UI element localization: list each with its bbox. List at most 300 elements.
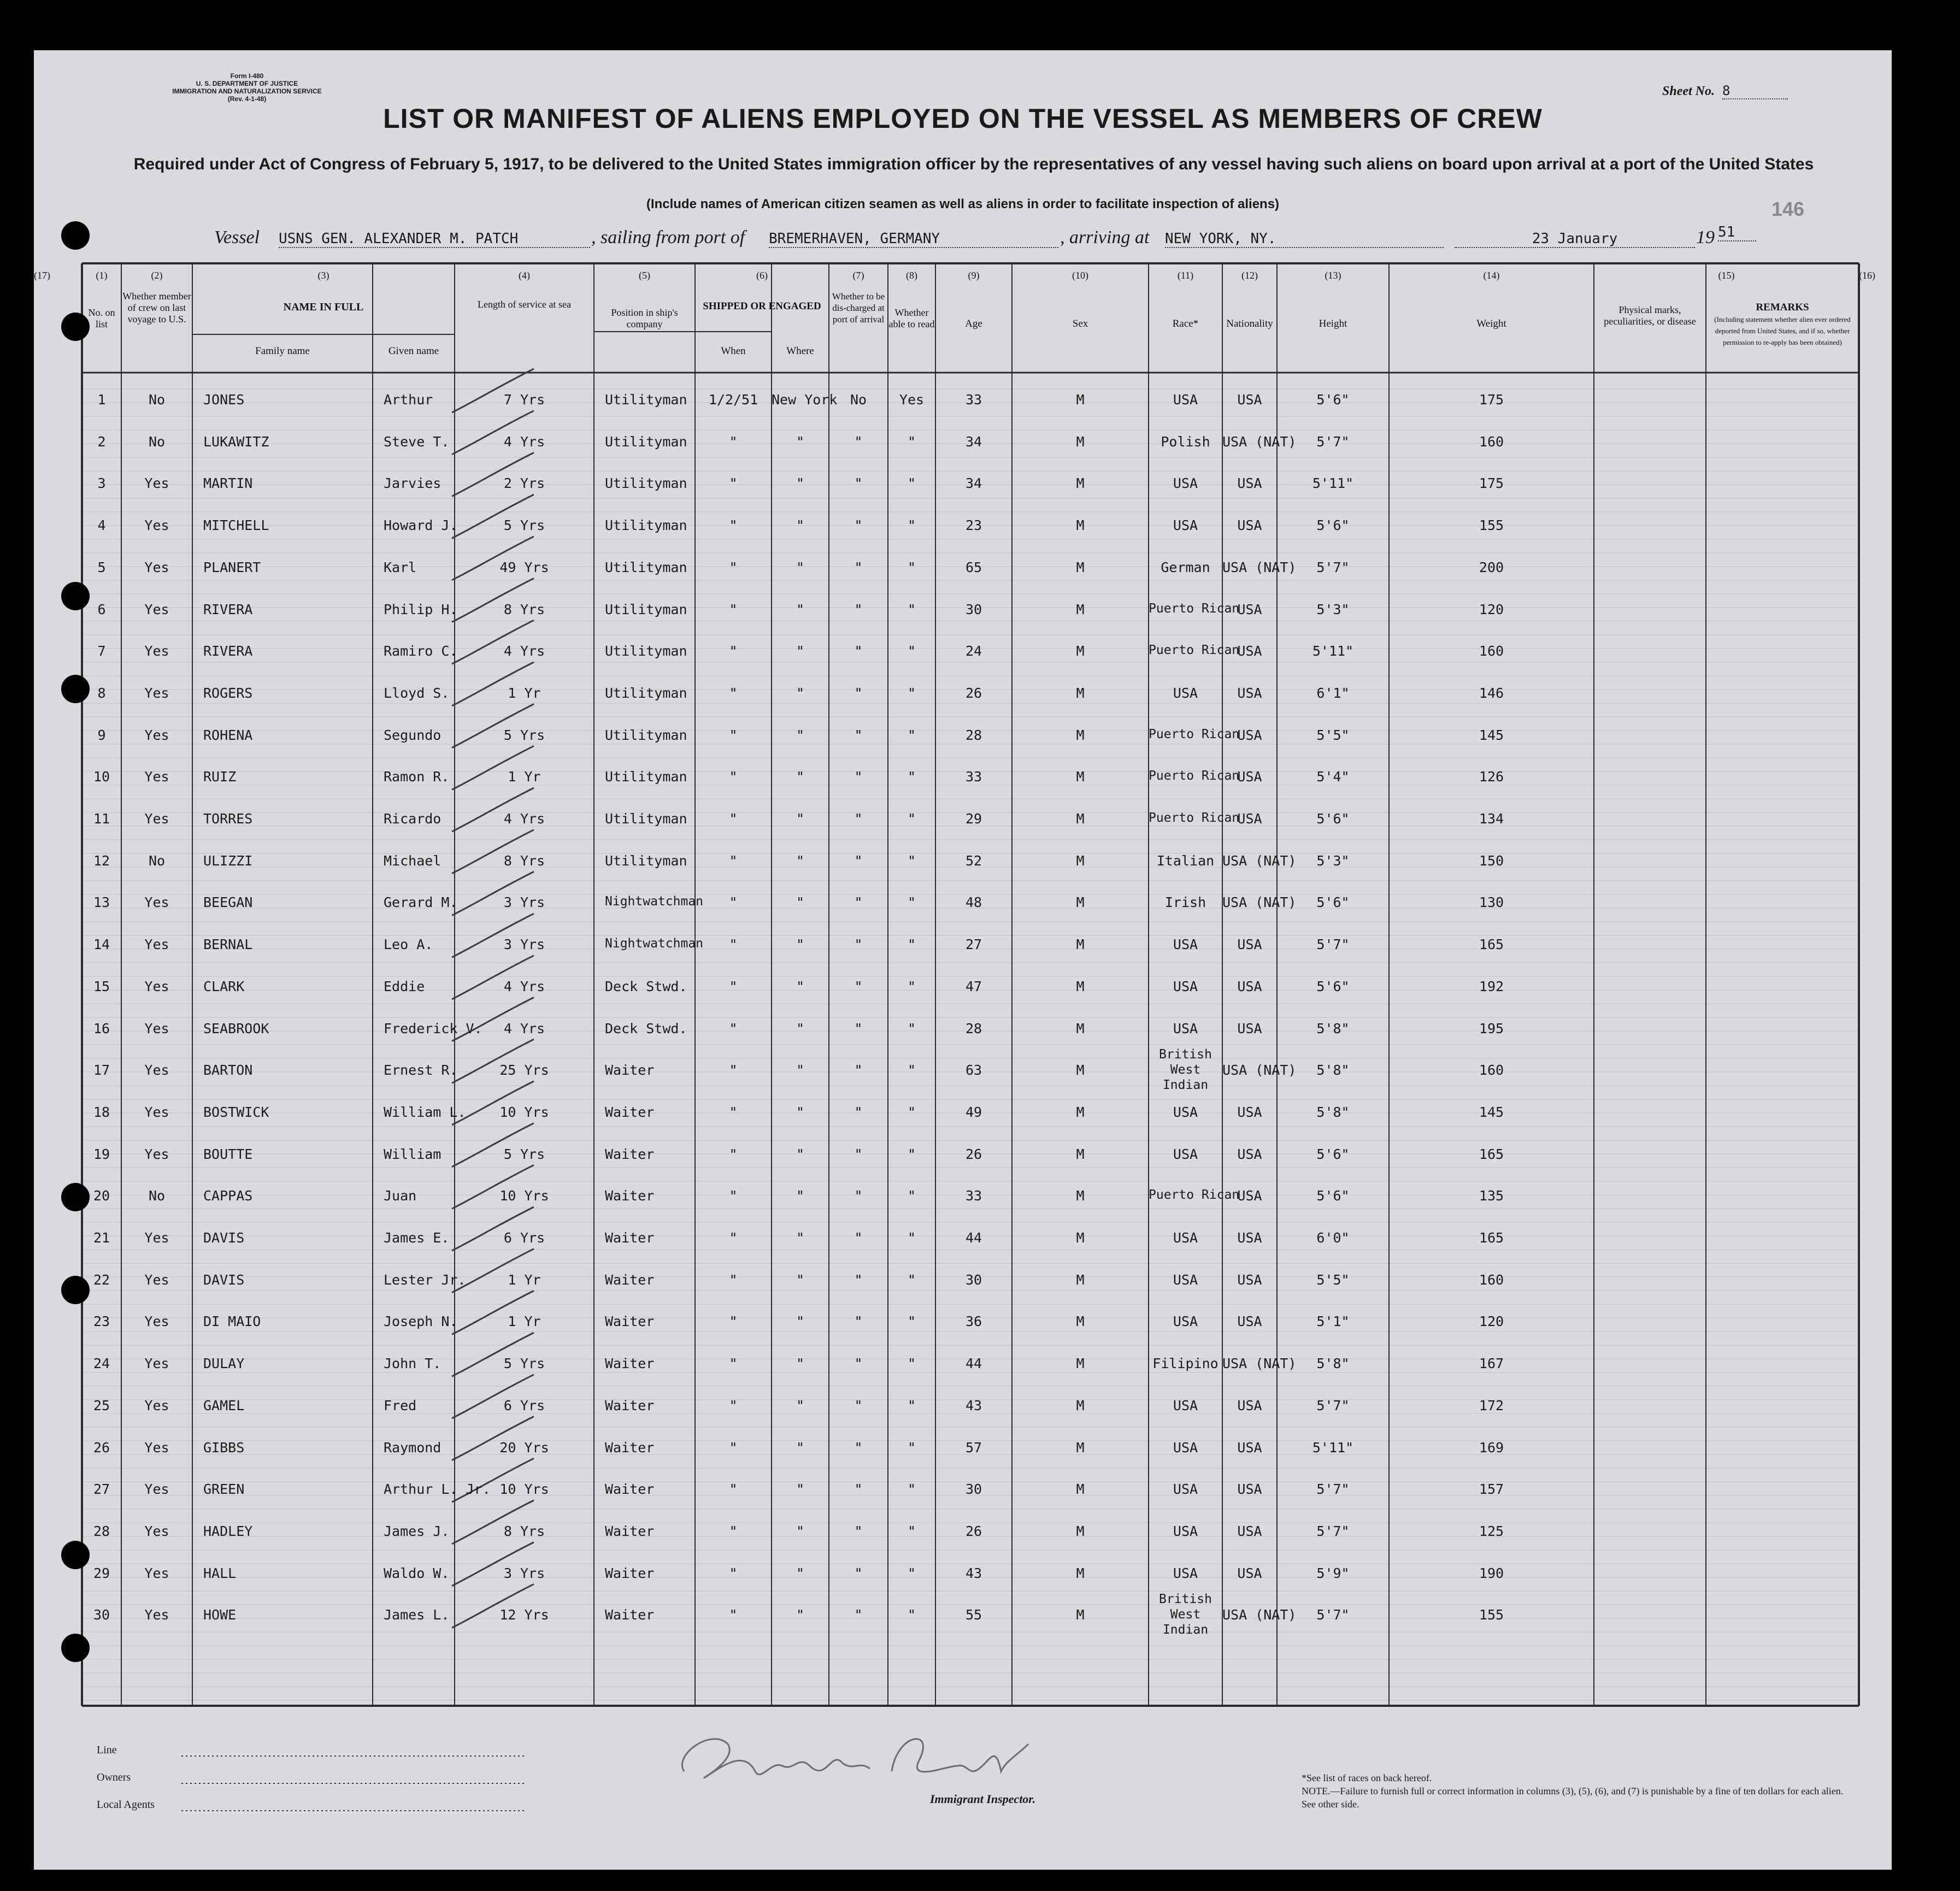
cell-member: Yes — [144, 727, 169, 743]
cell-where: " — [796, 601, 805, 617]
cell-sex: M — [1076, 1146, 1085, 1162]
cell-family: ULIZZI — [203, 852, 253, 869]
cell-age: 43 — [965, 1397, 982, 1413]
cell-age: 30 — [965, 601, 982, 617]
cell-age: 30 — [965, 1481, 982, 1498]
cell-member: No — [148, 1188, 166, 1204]
cell-member: Yes — [144, 1397, 169, 1413]
cell-given: Howard J. — [384, 517, 458, 534]
cell-sex: M — [1076, 936, 1085, 953]
cell-nat: USA — [1237, 1523, 1262, 1539]
cell-race: Puerto Rican — [1149, 727, 1240, 741]
cell-read: " — [907, 1439, 916, 1456]
cell-when: " — [729, 433, 738, 450]
cell-read: " — [907, 1062, 916, 1079]
cell-where: " — [796, 559, 805, 575]
cell-disch: " — [854, 1481, 863, 1498]
cell-no: 18 — [93, 1104, 110, 1120]
cell-nat: USA (NAT) — [1222, 1607, 1297, 1623]
cell-weight: 135 — [1479, 1188, 1504, 1204]
cell-sex: M — [1076, 685, 1085, 701]
cell-when: " — [729, 936, 738, 953]
cell-read: " — [907, 936, 916, 953]
cell-service: 1 Yr — [508, 1271, 541, 1288]
cell-when: " — [729, 852, 738, 869]
cell-position: Nightwatchman — [605, 936, 704, 951]
cell-height: 5'6" — [1316, 1146, 1350, 1162]
cell-service: 10 Yrs — [499, 1104, 549, 1120]
cell-nat: USA — [1237, 517, 1262, 534]
cell-member: Yes — [144, 1481, 169, 1498]
punch-hole — [61, 1276, 90, 1304]
race-footnote: *See list of races on back hereof. — [1302, 1772, 1432, 1783]
column-number: (9) — [968, 270, 980, 281]
cell-disch: " — [854, 1020, 863, 1036]
punch-hole — [61, 582, 90, 610]
cell-age: 29 — [965, 811, 982, 827]
cell-no: 3 — [97, 475, 106, 492]
cell-nat: USA — [1237, 1397, 1262, 1413]
cell-disch: " — [854, 727, 863, 743]
cell-family: RIVERA — [203, 601, 253, 617]
cell-age: 44 — [965, 1356, 982, 1372]
cell-race: USA — [1173, 1020, 1198, 1036]
cell-nat: USA (NAT) — [1222, 559, 1297, 575]
cell-race: Puerto Rican — [1149, 811, 1240, 825]
cell-nat: USA (NAT) — [1222, 894, 1297, 911]
cell-service: 5 Yrs — [503, 1356, 545, 1372]
cell-no: 11 — [93, 811, 110, 827]
cell-where: " — [796, 1062, 805, 1079]
cell-member: Yes — [144, 517, 169, 534]
cell-family: RUIZ — [203, 769, 237, 785]
cell-height: 6'1" — [1316, 685, 1350, 701]
cell-no: 21 — [93, 1230, 110, 1246]
cell-service: 10 Yrs — [499, 1481, 549, 1498]
punch-hole — [61, 1541, 90, 1569]
cell-weight: 169 — [1479, 1439, 1504, 1456]
cell-no: 8 — [97, 685, 106, 701]
cell-family: BOUTTE — [203, 1146, 253, 1162]
cell-no: 5 — [97, 559, 106, 575]
cell-disch: " — [854, 1313, 863, 1330]
column-number: (15) — [1718, 270, 1735, 281]
cell-height: 5'11" — [1312, 643, 1354, 659]
cell-position: Utilityman — [605, 769, 687, 785]
header-sex: Sex — [1072, 318, 1088, 329]
header-position: Position in ship's company — [611, 307, 678, 329]
cell-service: 5 Yrs — [503, 727, 545, 743]
cell-weight: 165 — [1479, 1230, 1504, 1246]
cell-race: USA — [1173, 1439, 1198, 1456]
cell-nat: USA — [1237, 727, 1262, 743]
cell-given: Juan — [384, 1188, 417, 1204]
cell-no: 10 — [93, 769, 110, 785]
cell-nat: USA — [1237, 1104, 1262, 1120]
cell-age: 36 — [965, 1313, 982, 1330]
cell-height: 5'7" — [1316, 559, 1350, 575]
punch-hole — [61, 1634, 90, 1662]
cell-read: " — [907, 1481, 916, 1498]
cell-no: 14 — [93, 936, 110, 953]
cell-service: 1 Yr — [508, 685, 541, 701]
line-label: Line — [97, 1744, 117, 1756]
cell-no: 28 — [93, 1523, 110, 1539]
cell-where: " — [796, 1313, 805, 1330]
cell-height: 5'11" — [1312, 1439, 1354, 1456]
cell-age: 65 — [965, 559, 982, 575]
cell-read: " — [907, 1271, 916, 1288]
cell-nat: USA (NAT) — [1222, 433, 1297, 450]
cell-given: William — [384, 1146, 442, 1162]
column-number: (3) — [317, 270, 329, 281]
cell-member: Yes — [144, 1104, 169, 1120]
header-shipped-engaged: SHIPPED OR ENGAGED — [703, 301, 821, 312]
cell-age: 48 — [965, 894, 982, 911]
cell-family: JONES — [203, 392, 245, 408]
cell-when: " — [729, 1439, 738, 1456]
local-agents-label: Local Agents — [97, 1799, 155, 1811]
cell-position: Deck Stwd. — [605, 1020, 687, 1036]
cell-height: 5'1" — [1316, 1313, 1350, 1330]
cell-age: 55 — [965, 1607, 982, 1623]
department-name: U. S. DEPARTMENT OF JUSTICE — [196, 80, 298, 87]
column-number: (13) — [1325, 270, 1341, 281]
cell-position: Utilityman — [605, 392, 687, 408]
cell-service: 12 Yrs — [499, 1607, 549, 1623]
cell-position: Waiter — [605, 1271, 655, 1288]
cell-member: Yes — [144, 1146, 169, 1162]
cell-age: 26 — [965, 1146, 982, 1162]
cell-height: 5'6" — [1316, 894, 1350, 911]
cell-age: 44 — [965, 1230, 982, 1246]
cell-position: Waiter — [605, 1397, 655, 1413]
cell-when: " — [729, 1230, 738, 1246]
cell-member: Yes — [144, 811, 169, 827]
cell-disch: " — [854, 1230, 863, 1246]
cell-height: 5'11" — [1312, 475, 1354, 492]
cell-nat: USA — [1237, 1188, 1262, 1204]
departure-port: BREMERHAVEN, GERMANY — [769, 231, 1058, 248]
cell-where: " — [796, 517, 805, 534]
cell-weight: 192 — [1479, 978, 1504, 994]
cell-given: Eddie — [384, 978, 425, 994]
cell-weight: 160 — [1479, 433, 1504, 450]
cell-nat: USA — [1237, 1020, 1262, 1036]
cell-age: 33 — [965, 769, 982, 785]
cell-age: 26 — [965, 685, 982, 701]
document-subtitle: Required under Act of Congress of February 5, 1917, to be delivered to the United States immigration officer by the representatives of any vessel having such aliens on board upon arrival at a port of the United States — [133, 155, 1814, 173]
cell-no: 16 — [93, 1020, 110, 1036]
cell-member: Yes — [144, 978, 169, 994]
cell-sex: M — [1076, 727, 1085, 743]
stamp-number: 146 — [1771, 198, 1805, 220]
cell-family: MARTIN — [203, 475, 253, 492]
cell-race: USA — [1173, 1313, 1198, 1330]
cell-given: Philip H. — [384, 601, 458, 617]
cell-when: " — [729, 1188, 738, 1204]
cell-member: No — [148, 852, 166, 869]
arrival-port: NEW YORK, NY. — [1165, 231, 1444, 248]
cell-family: RIVERA — [203, 643, 253, 659]
cell-service: 5 Yrs — [503, 517, 545, 534]
cell-sex: M — [1076, 1481, 1085, 1498]
cell-nat: USA — [1237, 1439, 1262, 1456]
cell-family: DAVIS — [203, 1271, 245, 1288]
cell-service: 8 Yrs — [503, 601, 545, 617]
cell-family: SEABROOK — [203, 1020, 269, 1036]
cell-height: 5'6" — [1316, 517, 1350, 534]
cell-where: " — [796, 1397, 805, 1413]
header-age: Age — [965, 318, 982, 329]
cell-nat: USA — [1237, 1146, 1262, 1162]
cell-read: " — [907, 978, 916, 994]
cell-sex: M — [1076, 1271, 1085, 1288]
cell-nat: USA — [1237, 936, 1262, 953]
cell-position: Waiter — [605, 1104, 655, 1120]
cell-family: HOWE — [203, 1607, 237, 1623]
cell-read: " — [907, 559, 916, 575]
document-title: LIST OR MANIFEST OF ALIENS EMPLOYED ON THE VESSEL AS MEMBERS OF CREW — [383, 103, 1543, 134]
cell-no: 4 — [97, 517, 106, 534]
cell-family: BARTON — [203, 1062, 253, 1079]
cell-member: Yes — [144, 1230, 169, 1246]
year-prefix: 19 — [1696, 227, 1715, 248]
year-suffix: 51 — [1718, 224, 1756, 241]
cell-height: 5'7" — [1316, 1481, 1350, 1498]
cell-where: " — [796, 894, 805, 911]
cell-read: " — [907, 1397, 916, 1413]
cell-when: " — [729, 1146, 738, 1162]
cell-family: CLARK — [203, 978, 245, 994]
cell-service: 3 Yrs — [503, 894, 545, 911]
cell-weight: 157 — [1479, 1481, 1504, 1498]
cell-height: 5'6" — [1316, 392, 1350, 408]
cell-given: Ramiro C. — [384, 643, 458, 659]
cell-race: Puerto Rican — [1149, 769, 1240, 784]
cell-weight: 134 — [1479, 811, 1504, 827]
cell-given: Lester Jr. — [384, 1271, 466, 1288]
cell-read: " — [907, 643, 916, 659]
cell-where: " — [796, 685, 805, 701]
cell-where: " — [796, 1104, 805, 1120]
cell-given: Frederick V. — [384, 1020, 482, 1036]
cell-nat: USA — [1237, 685, 1262, 701]
cell-member: Yes — [144, 1020, 169, 1036]
cell-disch: " — [854, 1565, 863, 1581]
cell-no: 24 — [93, 1356, 110, 1372]
cell-read: " — [907, 1523, 916, 1539]
cell-age: 33 — [965, 392, 982, 408]
cell-weight: 155 — [1479, 517, 1504, 534]
cell-race: Filipino — [1152, 1356, 1219, 1372]
punch-hole — [61, 1183, 90, 1211]
cell-weight: 120 — [1479, 1313, 1504, 1330]
cell-where: " — [796, 1188, 805, 1204]
cell-height: 5'9" — [1316, 1565, 1350, 1581]
cell-service: 4 Yrs — [503, 433, 545, 450]
cell-where: " — [796, 936, 805, 953]
column-number: (11) — [1177, 270, 1194, 281]
header-no-on-list: No. on list — [88, 307, 115, 329]
cell-age: 49 — [965, 1104, 982, 1120]
cell-family: PLANERT — [203, 559, 261, 575]
cell-height: 5'7" — [1316, 1607, 1350, 1623]
cell-disch: " — [854, 811, 863, 827]
cell-no: 30 — [93, 1607, 110, 1623]
cell-weight: 155 — [1479, 1607, 1504, 1623]
cell-member: Yes — [144, 685, 169, 701]
cell-read: " — [907, 1356, 916, 1372]
cell-service: 25 Yrs — [499, 1062, 549, 1079]
cell-sex: M — [1076, 852, 1085, 869]
cell-weight: 160 — [1479, 1062, 1504, 1079]
cell-position: Utilityman — [605, 517, 687, 534]
cell-service: 7 Yrs — [503, 392, 545, 408]
cell-member: Yes — [144, 936, 169, 953]
cell-read: " — [907, 769, 916, 785]
cell-position: Waiter — [605, 1313, 655, 1330]
cell-nat: USA — [1237, 1230, 1262, 1246]
cell-age: 28 — [965, 727, 982, 743]
cell-member: Yes — [144, 475, 169, 492]
cell-race: Irish — [1164, 894, 1206, 911]
cell-where: " — [796, 1481, 805, 1498]
cell-member: Yes — [144, 769, 169, 785]
column-number: (7) — [852, 270, 864, 281]
header-given-name: Given name — [388, 345, 439, 357]
cell-no: 15 — [93, 978, 110, 994]
cell-weight: 145 — [1479, 727, 1504, 743]
cell-weight: 175 — [1479, 392, 1504, 408]
cell-read: " — [907, 1104, 916, 1120]
cell-family: GAMEL — [203, 1397, 245, 1413]
cell-family: LUKAWITZ — [203, 433, 269, 450]
cell-family: DAVIS — [203, 1230, 245, 1246]
cell-race: British West Indian — [1159, 1047, 1212, 1093]
header-physical-marks: Physical marks, peculiarities, or disease — [1604, 304, 1696, 327]
cell-height: 5'7" — [1316, 1523, 1350, 1539]
cell-where: " — [796, 727, 805, 743]
cell-position: Waiter — [605, 1356, 655, 1372]
cell-member: Yes — [144, 1062, 169, 1079]
cell-disch: " — [854, 852, 863, 869]
cell-member: Yes — [144, 1271, 169, 1288]
cell-sex: M — [1076, 433, 1085, 450]
cell-no: 23 — [93, 1313, 110, 1330]
cell-where: " — [796, 811, 805, 827]
cell-no: 2 — [97, 433, 106, 450]
cell-member: Yes — [144, 601, 169, 617]
cell-sex: M — [1076, 769, 1085, 785]
column-number: (5) — [639, 270, 650, 281]
cell-position: Utilityman — [605, 811, 687, 827]
cell-family: BERNAL — [203, 936, 253, 953]
cell-disch: " — [854, 1356, 863, 1372]
cell-read: " — [907, 1230, 916, 1246]
cell-height: 5'8" — [1316, 1062, 1350, 1079]
cell-age: 24 — [965, 643, 982, 659]
punch-hole — [61, 313, 90, 341]
cell-disch: " — [854, 559, 863, 575]
cell-race: USA — [1173, 978, 1198, 994]
manifest-sheet — [34, 50, 1892, 1870]
cell-when: " — [729, 894, 738, 911]
cell-given: William L. — [384, 1104, 466, 1120]
punch-hole — [61, 675, 90, 703]
cell-family: MITCHELL — [203, 517, 269, 534]
cell-member: Yes — [144, 1356, 169, 1372]
revision-date: (Rev. 4-1-48) — [227, 95, 267, 103]
cell-where: " — [796, 475, 805, 492]
cell-position: Waiter — [605, 1607, 655, 1623]
cell-given: Gerard M. — [384, 894, 458, 911]
header-nationality: Nationality — [1226, 318, 1273, 329]
header-member-last-voyage: Whether member of crew on last voyage to U.S. — [122, 291, 191, 325]
owners-label: Owners — [97, 1771, 131, 1783]
cell-service: 10 Yrs — [499, 1188, 549, 1204]
cell-disch: " — [854, 1146, 863, 1162]
header-when: When — [721, 345, 746, 357]
cell-no: 22 — [93, 1271, 110, 1288]
cell-family: GIBBS — [203, 1439, 245, 1456]
cell-weight: 120 — [1479, 601, 1504, 617]
cell-given: James J. — [384, 1523, 450, 1539]
cell-family: HADLEY — [203, 1523, 253, 1539]
cell-race: Puerto Rican — [1149, 601, 1240, 616]
cell-weight: 130 — [1479, 894, 1504, 911]
cell-disch: " — [854, 475, 863, 492]
cell-sex: M — [1076, 1188, 1085, 1204]
cell-service: 3 Yrs — [503, 1565, 545, 1581]
cell-disch: " — [854, 643, 863, 659]
cell-nat: USA (NAT) — [1222, 1356, 1297, 1372]
cell-height: 5'6" — [1316, 811, 1350, 827]
cell-member: No — [148, 392, 166, 408]
cell-age: 52 — [965, 852, 982, 869]
cell-read: " — [907, 811, 916, 827]
cell-when: " — [729, 601, 738, 617]
cell-where: " — [796, 1146, 805, 1162]
cell-race: USA — [1173, 1565, 1198, 1581]
cell-given: Karl — [384, 559, 417, 575]
cell-sex: M — [1076, 1313, 1085, 1330]
cell-given: John T. — [384, 1356, 442, 1372]
sheet-number: Sheet No. 8 — [1662, 83, 1788, 99]
cell-weight: 190 — [1479, 1565, 1504, 1581]
cell-race: USA — [1173, 685, 1198, 701]
cell-given: Steve T. — [384, 433, 450, 450]
cell-race: USA — [1173, 517, 1198, 534]
cell-member: Yes — [144, 1565, 169, 1581]
cell-when: " — [729, 1313, 738, 1330]
cell-race: USA — [1173, 1230, 1198, 1246]
cell-sex: M — [1076, 1439, 1085, 1456]
cell-read: " — [907, 1565, 916, 1581]
cell-when: 1/2/51 — [708, 392, 758, 408]
cell-height: 5'7" — [1316, 433, 1350, 450]
cell-family: GREEN — [203, 1481, 245, 1498]
cell-sex: M — [1076, 1062, 1085, 1079]
column-number: (14) — [1483, 270, 1500, 281]
cell-when: " — [729, 1523, 738, 1539]
arriving-label: , arriving at — [1060, 227, 1150, 248]
arrival-date: 23 January — [1455, 231, 1695, 248]
cell-position: Utilityman — [605, 559, 687, 575]
cell-disch: " — [854, 1104, 863, 1120]
document-instruction: (Include names of American citizen seamen as well as aliens in order to facilitate inspection of aliens) — [646, 197, 1280, 211]
cell-sex: M — [1076, 392, 1085, 408]
